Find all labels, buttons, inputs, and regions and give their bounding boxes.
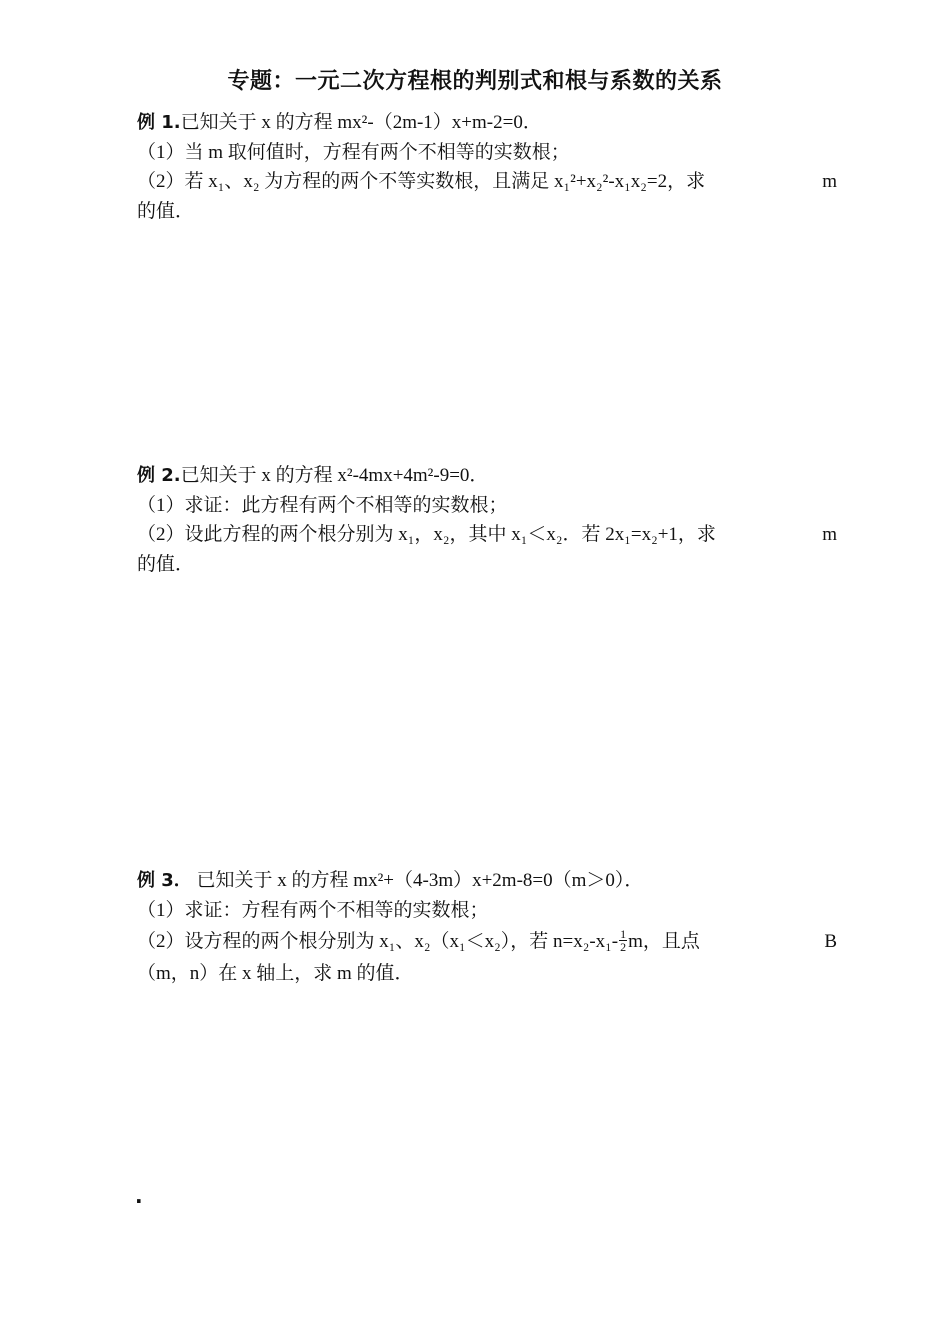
example-3	[137, 866, 837, 989]
example-2-question-2-continued: 的值．	[137, 553, 195, 575]
example-3-question-2-part-b: m，且点	[628, 931, 700, 952]
example-3-question-2	[137, 925, 837, 959]
example-2-question-2-text: （2）设此方程的两个根分别为 x₁，x₂，其中 x₁＜x₂．若 2x₁=x₂+1，求	[137, 524, 716, 545]
fraction-denominator: 2	[620, 940, 627, 955]
fraction-numerator: 1	[620, 927, 627, 942]
example-3-stem: 已知关于 x 的方程 mx²+（4-3m）x+2m-8=0（m＞0）．	[191, 870, 644, 891]
example-3-label: 例 3．	[137, 870, 192, 891]
example-3-question-1: （1）求证：方程有两个不相等的实数根；	[137, 899, 489, 921]
example-1-stem-line	[137, 108, 837, 138]
example-2-stem-line	[137, 461, 837, 491]
example-3-stem-line	[137, 866, 837, 896]
example-1-question-2	[137, 167, 837, 197]
example-3-question-2-text	[137, 925, 700, 959]
example-1-question-2-var: m	[822, 171, 837, 192]
example-2	[137, 461, 837, 579]
example-2-question-2-var: m	[822, 524, 837, 545]
example-2-question-2	[137, 520, 837, 550]
example-1-question-2-continued: 的值．	[137, 200, 195, 222]
example-1-stem: 已知关于 x 的方程 mx²-（2m-1）x+m-2=0．	[180, 112, 542, 133]
footer-mark: .	[135, 1184, 143, 1208]
example-1-question-2-text: （2）若 x₁、x₂ 为方程的两个不等实数根，且满足 x₁²+x₂²-x₁x₂=2，求	[137, 171, 706, 192]
example-2-stem: 已知关于 x 的方程 x²-4mx+4m²-9=0．	[180, 465, 489, 486]
example-1-question-1: （1）当 m 取何值时，方程有两个不相等的实数根；	[137, 141, 570, 163]
page-title: 专题：一元二次方程根的判别式和根与系数的关系	[227, 69, 723, 94]
example-1	[137, 108, 837, 226]
example-3-question-2-part-a: （2）设方程的两个根分别为 x₁、x₂（x₁＜x₂），若 n=x₂-x₁-	[137, 931, 619, 952]
example-2-label: 例 2.	[137, 465, 181, 486]
example-3-question-2-point: B	[824, 931, 837, 952]
fraction-one-half	[619, 928, 627, 953]
example-1-label: 例 1.	[137, 112, 181, 133]
example-3-question-2-continued: （m，n）在 x 轴上，求 m 的值．	[137, 963, 414, 984]
example-2-question-1: （1）求证：此方程有两个不相等的实数根；	[137, 494, 508, 516]
